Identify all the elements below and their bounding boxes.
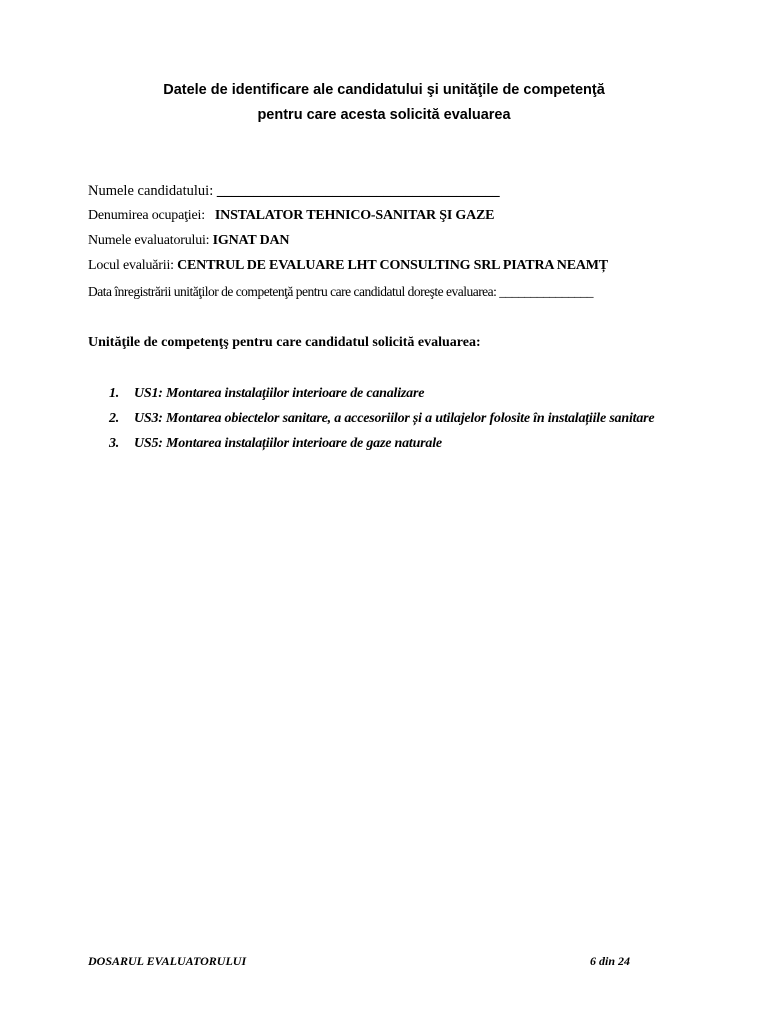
location-label: Locul evaluării:: [88, 258, 178, 273]
list-item: [88, 431, 688, 456]
list-item-text: US1: Montarea instalaţiilor interioare de canalizare: [134, 386, 425, 401]
page-title-line-1: Datele de identificare ale candidatului şi unităţile de competenţă: [163, 82, 605, 98]
candidate-name-label: Numele candidatului:: [88, 183, 217, 199]
registration-date-label: Data înregistrării unităţilor de competenţă pentru care candidatul doreşte evaluarea:: [88, 284, 500, 299]
registration-date-field: [88, 284, 593, 300]
candidate-name-blank: _______________________________________: [216, 183, 500, 199]
occupation-field: [88, 208, 494, 224]
evaluator-field: [88, 233, 289, 249]
footer-page-number: 6 din 24: [590, 954, 631, 968]
evaluator-value: IGNAT DAN: [212, 233, 290, 248]
list-item: [88, 381, 688, 406]
footer-document-title: DOSARUL EVALUATORULUI: [88, 954, 247, 968]
list-item-text: US3: Montarea obiectelor sanitare, a accesoriilor și a utilajelor folosite în instalațiile sanitare: [134, 411, 655, 426]
registration-date-blank: _______________: [499, 284, 594, 299]
units-list: [88, 381, 688, 456]
list-item-number: 3.: [109, 436, 120, 451]
page-title-line-2: pentru care acesta solicită evaluarea: [257, 107, 511, 123]
list-item-number: 1.: [109, 386, 120, 401]
evaluator-label: Numele evaluatorului:: [88, 233, 213, 248]
units-heading: Unităţile de competenţş pentru care candidatul solicită evaluarea:: [88, 335, 481, 350]
list-item-number: 2.: [109, 411, 120, 426]
list-item-text: US5: Montarea instalațiilor interioare de gaze naturale: [134, 436, 442, 451]
location-value: CENTRUL DE EVALUARE LHT CONSULTING SRL PIATRA NEAMȚ: [177, 258, 608, 273]
candidate-name-field: [88, 183, 500, 200]
occupation-value: INSTALATOR TEHNICO-SANITAR ŞI GAZE: [214, 208, 495, 223]
occupation-label: Denumirea ocupaţiei:: [88, 208, 205, 223]
list-item: [88, 406, 688, 431]
location-field: [88, 258, 608, 274]
